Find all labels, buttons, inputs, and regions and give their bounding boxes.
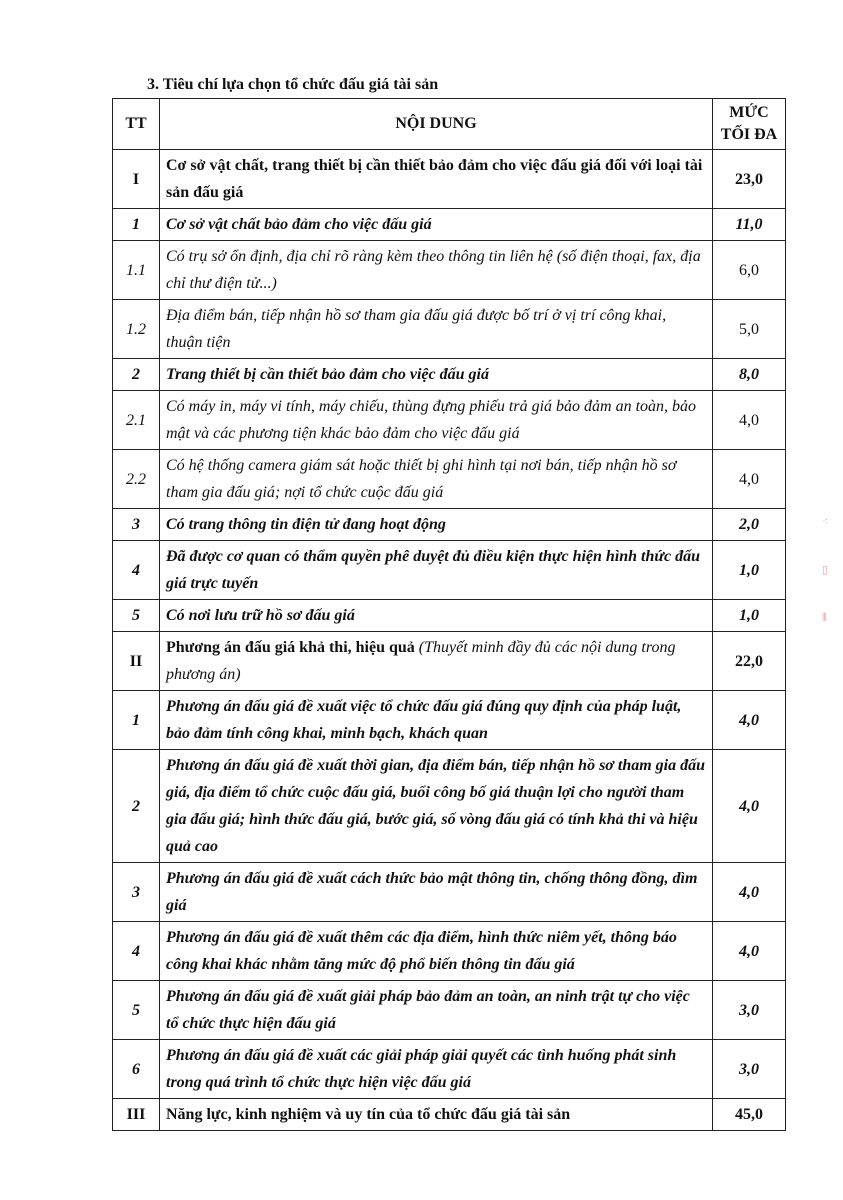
header-tt: TT: [113, 99, 160, 150]
row-number: 1: [113, 209, 160, 241]
row-max-score: 6,0: [713, 241, 786, 300]
row-content-text: Đã được cơ quan có thẩm quyền phê duyệt đủ điều kiện thực hiện hình thức đấu giá trực tuyến: [166, 548, 700, 592]
row-content-text: Phương án đấu giá đề xuất thêm các địa điểm, hình thức niêm yết, thông báo công khai khác nhằm tăng mức độ phổ biến thông tin đấu giá: [166, 929, 677, 973]
row-max-score: 4,0: [713, 450, 786, 509]
table-row: [113, 600, 786, 632]
row-content-text: Năng lực, kinh nghiệm và uy tín của tổ chức đấu giá tài sản: [166, 1106, 571, 1123]
row-content: [160, 450, 713, 509]
row-number: 2.2: [113, 450, 160, 509]
row-content-text: Địa điểm bán, tiếp nhận hồ sơ tham gia đấu giá được bố trí ở vị trí công khai, thuận tiện: [166, 307, 667, 351]
table-header-row: [113, 99, 786, 150]
row-number: 5: [113, 600, 160, 632]
table-row: [113, 450, 786, 509]
row-max-score: 4,0: [713, 391, 786, 450]
table-row: [113, 922, 786, 981]
row-content: [160, 359, 713, 391]
table-row: [113, 300, 786, 359]
row-content: [160, 391, 713, 450]
row-max-score: 8,0: [713, 359, 786, 391]
row-content: [160, 632, 713, 691]
table-row: [113, 150, 786, 209]
stamp-mark: ⦀: [822, 611, 827, 624]
row-content-text: Có trang thông tin điện tử đang hoạt động: [166, 516, 446, 533]
row-content-text: Có trụ sở ổn định, địa chỉ rõ ràng kèm theo thông tin liên hệ (số điện thoại, fax, địa chỉ thư điện tử...): [166, 248, 701, 292]
row-content-text: Có máy in, máy vi tính, máy chiếu, thùng đựng phiếu trả giá bảo đảm an toàn, bảo mật và các phương tiện khác bảo đảm cho việc đấu giá: [166, 398, 697, 442]
row-content-text: Phương án đấu giá đề xuất giải pháp bảo đảm an toàn, an ninh trật tự cho việc tổ chức thực hiện đấu giá: [166, 988, 690, 1032]
criteria-table: [112, 98, 786, 1131]
table-row: [113, 691, 786, 750]
row-content-text: Phương án đấu giá đề xuất cách thức bảo mật thông tin, chống thông đồng, dìm giá: [166, 870, 698, 914]
row-content: [160, 150, 713, 209]
table-row: [113, 1099, 786, 1131]
row-content: [160, 922, 713, 981]
row-content-text: Phương án đấu giá đề xuất các giải pháp giải quyết các tình huống phát sinh trong quá trình tổ chức thực hiện việc đấu giá: [166, 1047, 677, 1091]
row-max-score: 3,0: [713, 981, 786, 1040]
table-row: [113, 391, 786, 450]
table-row: [113, 1040, 786, 1099]
row-content-text: Trang thiết bị cần thiết bảo đảm cho việc đấu giá: [166, 366, 489, 383]
row-content: [160, 600, 713, 632]
stamp-mark: ▯: [822, 563, 829, 576]
row-content-text: Có nơi lưu trữ hồ sơ đấu giá: [166, 607, 355, 624]
row-max-score: 3,0: [713, 1040, 786, 1099]
row-content: [160, 209, 713, 241]
row-content: [160, 981, 713, 1040]
table-row: [113, 359, 786, 391]
row-number: III: [113, 1099, 160, 1131]
row-max-score: 1,0: [713, 541, 786, 600]
row-content: [160, 863, 713, 922]
stamp-mark: ⁖: [822, 515, 829, 528]
row-max-score: 1,0: [713, 600, 786, 632]
row-max-score: 4,0: [713, 691, 786, 750]
table-body: [113, 150, 786, 1131]
header-content: NỘI DUNG: [160, 99, 713, 150]
row-content: [160, 691, 713, 750]
margin-stamp-marks: [818, 515, 842, 645]
table-row: [113, 632, 786, 691]
table-row: [113, 863, 786, 922]
row-number: 2: [113, 359, 160, 391]
row-content: [160, 1099, 713, 1131]
section-title: 3. Tiêu chí lựa chọn tổ chức đấu giá tài sản: [147, 76, 439, 93]
row-max-score: 4,0: [713, 750, 786, 863]
row-content: [160, 300, 713, 359]
row-content-text: Phương án đấu giá khả thi, hiệu quả: [166, 639, 415, 656]
row-max-score: 5,0: [713, 300, 786, 359]
row-max-score: 4,0: [713, 922, 786, 981]
row-number: 3: [113, 509, 160, 541]
row-number: I: [113, 150, 160, 209]
row-number: 5: [113, 981, 160, 1040]
row-number: 1: [113, 691, 160, 750]
row-number: 2.1: [113, 391, 160, 450]
row-content: [160, 1040, 713, 1099]
table-row: [113, 509, 786, 541]
row-number: 3: [113, 863, 160, 922]
row-content-text: Cơ sở vật chất, trang thiết bị cần thiết bảo đảm cho việc đấu giá đối với loại tài sản đấu giá: [166, 157, 703, 201]
row-number: 4: [113, 922, 160, 981]
row-max-score: 11,0: [713, 209, 786, 241]
row-max-score: 4,0: [713, 863, 786, 922]
table-row: [113, 209, 786, 241]
table-row: [113, 241, 786, 300]
table-row: [113, 541, 786, 600]
row-content: [160, 241, 713, 300]
row-number: 1.2: [113, 300, 160, 359]
row-content-note: (Thuyết minh đầy đủ các nội dung trong phương án): [166, 639, 676, 683]
row-content: [160, 509, 713, 541]
row-number: 6: [113, 1040, 160, 1099]
row-content-text: Phương án đấu giá đề xuất việc tổ chức đấu giá đúng quy định của pháp luật, bảo đảm tính công khai, minh bạch, khách quan: [166, 698, 682, 742]
row-content: [160, 750, 713, 863]
row-number: 1.1: [113, 241, 160, 300]
row-content-text: Cơ sở vật chất bảo đảm cho việc đấu giá: [166, 216, 432, 233]
row-number: 2: [113, 750, 160, 863]
row-content-text: Phương án đấu giá đề xuất thời gian, địa điểm bán, tiếp nhận hồ sơ tham gia đấu giá, địa điểm tổ chức cuộc đấu giá, buổi công bố giá thuận lợi cho người tham gia đấu giá; hình thức đấu giá, bước giá, số vòng đấu giá có tính khả thi và hiệu quả cao: [166, 757, 706, 855]
row-max-score: 45,0: [713, 1099, 786, 1131]
row-content-text: Có hệ thống camera giám sát hoặc thiết bị ghi hình tại nơi bán, tiếp nhận hồ sơ tham gia đấu giá; nợi tổ chức cuộc đấu giá: [166, 457, 677, 501]
row-number: II: [113, 632, 160, 691]
row-content: [160, 541, 713, 600]
table-row: [113, 981, 786, 1040]
header-max-score: MỨC TỐI ĐA: [713, 99, 786, 150]
row-max-score: 22,0: [713, 632, 786, 691]
row-number: 4: [113, 541, 160, 600]
table-row: [113, 750, 786, 863]
row-max-score: 2,0: [713, 509, 786, 541]
row-max-score: 23,0: [713, 150, 786, 209]
